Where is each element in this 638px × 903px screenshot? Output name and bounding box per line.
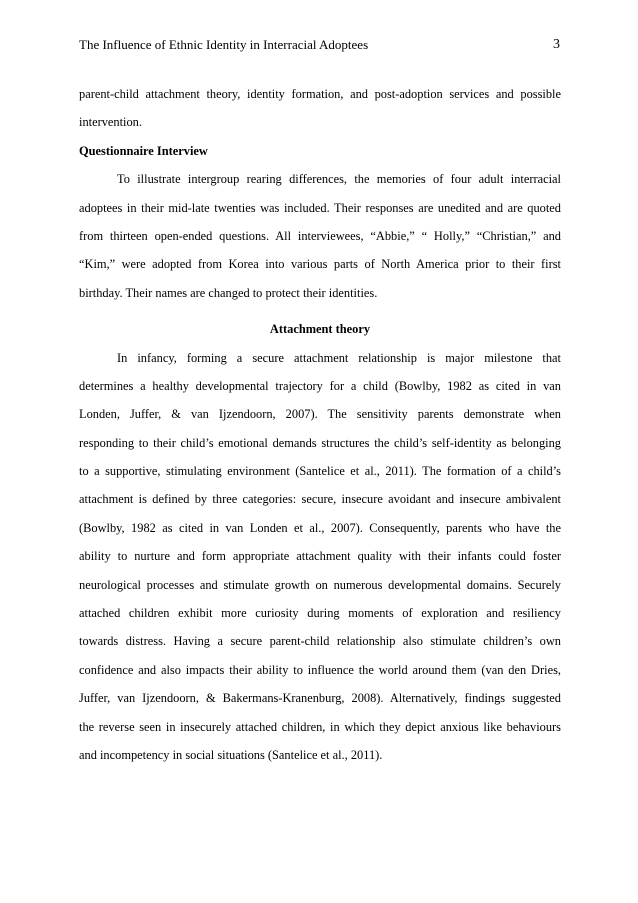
text-line: adoptees in their mid-late twenties was included. Their responses are unedited and are quoted	[79, 200, 561, 215]
running-head: The Influence of Ethnic Identity in Interracial Adoptees	[79, 37, 369, 52]
text-line: To illustrate intergroup rearing differences, the memories of four adult interracial	[117, 172, 561, 187]
text-line: (Bowlby, 1982 as cited in van Londen et al., 2007). Consequently, parents who have the	[79, 520, 561, 535]
text-line: determines a healthy developmental trajectory for a child (Bowlby, 1982 as cited in van	[79, 378, 561, 393]
text-line: birthday. Their names are changed to protect their identities.	[79, 285, 378, 300]
text-line: intervention.	[79, 115, 142, 130]
text-line: confidence and also impacts their ability to influence the world around them (van den Dries,	[79, 662, 561, 677]
text-line: neurological processes and stimulate growth on numerous developmental domains. Securely	[79, 577, 561, 592]
text-line: to a supportive, stimulating environment (Santelice et al., 2011). The formation of a child’s	[79, 464, 561, 479]
body-text	[79, 80, 561, 769]
text-line: from thirteen open-ended questions. All interviewees, “Abbie,” “ Holly,” “Christian,” and	[79, 228, 561, 243]
text-line: attachment is defined by three categories: secure, insecure avoidant and insecure ambivalent	[79, 492, 561, 507]
paragraph-questionnaire	[79, 165, 561, 307]
text-line: towards distress. Having a secure parent-child relationship also stimulate children’s own	[79, 634, 561, 649]
text-line: “Kim,” were adopted from Korea into various parts of North America prior to their first	[79, 257, 561, 272]
text-line: parent-child attachment theory, identity formation, and post-adoption services and possible	[79, 87, 561, 101]
section-heading-questionnaire-interview: Questionnaire Interview	[79, 143, 208, 158]
text-line: In infancy, forming a secure attachment relationship is major milestone that	[117, 350, 561, 365]
paragraph-intro-continuation	[79, 80, 561, 137]
text-line: responding to their child’s emotional demands structures the child’s self-identity as belonging	[79, 435, 561, 450]
page-number: 3	[553, 37, 560, 52]
text-line: the reverse seen in insecurely attached children, in which they depict anxious like behaviours	[79, 719, 561, 734]
text-line: attached children exhibit more curiosity during moments of exploration and resiliency	[79, 606, 561, 621]
text-line: and incompetency in social situations (Santelice et al., 2011).	[79, 747, 383, 762]
text-line: ability to nurture and form appropriate attachment quality with their infants could foster	[79, 549, 561, 564]
section-heading-attachment-theory: Attachment theory	[269, 322, 371, 337]
text-line: Juffer, van Ijzendoorn, & Bakermans-Kranenburg, 2008). Alternatively, findings suggested	[79, 691, 561, 706]
text-line: Londen, Juffer, & van Ijzendoorn, 2007). The sensitivity parents demonstrate when	[79, 407, 561, 422]
paragraph-attachment-theory	[79, 344, 561, 770]
